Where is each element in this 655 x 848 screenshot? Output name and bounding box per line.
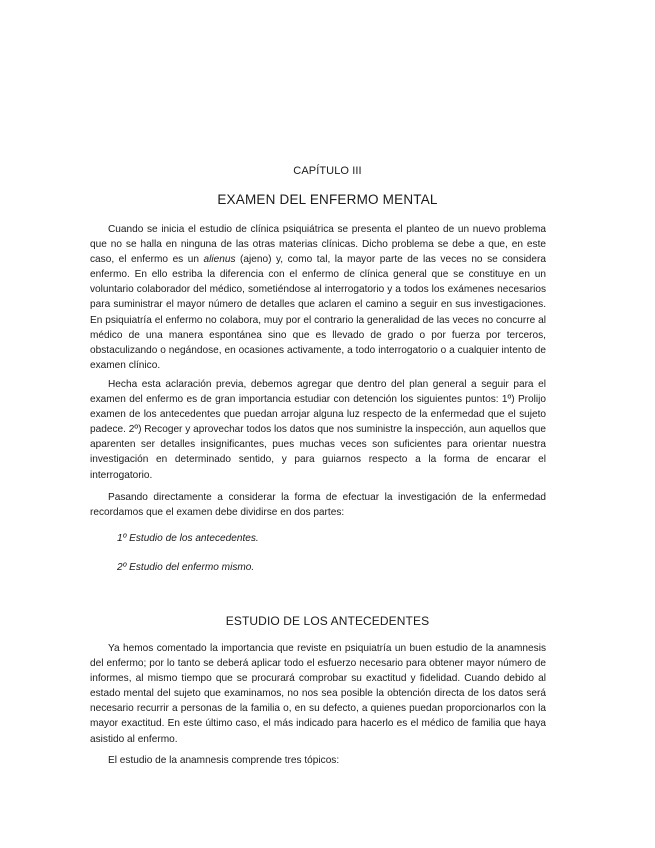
list-item-patient-study: 2º Estudio del enfermo mismo. (117, 562, 255, 573)
paragraph-intro (90, 222, 546, 373)
paragraph-anamnesis-importance: Ya hemos comentado la importancia que reviste en psiquiatría un buen estudio de la anamnesis del enfermo; por lo tanto se deberá aplicar todo el esfuerzo necesario para obtener mayor número de informes, al mismo tiempo que se procurará comprobar su exactitud y fidelidad. Cuando debido al estado mental del sujeto que examinamos, no nos sea posible la obtención directa de los datos será necesario recurrir a personas de la familia o, en su defecto, a quienes puedan proporcionarlos con la mayor exactitud. En este último caso, el más indicado para hacerlo es el médico de familia que haya asistido al enfermo. (90, 643, 546, 745)
paragraph-anamnesis-topics: El estudio de la anamnesis comprende tres tópicos: (108, 755, 340, 766)
chapter-title: EXAMEN DEL ENFERMO MENTAL (217, 192, 438, 207)
italic-term-alienus: alienus (203, 254, 236, 266)
paragraph-intro-text-b: (ajeno) y, como tal, la mayor parte de las veces no se considera enfermo. En ello estriba la diferencia con el enfermo de clínica general que se constituye en un voluntario colaborador del médico, sometiéndose al interrogatorio y a todos los exámenes necesarios para suministrar el mayor número de detalles que aclaren el camino a seguir en sus investigaciones. En psiquiatría el enfermo no colabora, muy por el contrario la generalidad de las veces no concurre al médico de una manera espontánea sino que es llevado de grado o por fuerza por terceros, obstaculizando o negándose, en ocasiones activamente, a todo interrogatorio o a cualquier intento de examen clínico. (90, 254, 547, 371)
paragraph-intro-text-a: Cuando se inicia el estudio de clínica psiquiátrica se presenta el planteo de un nuevo problema que no se halla en ninguna de las otras materias clínicas. Dicho problema se debe a que, en este caso, el enfermo es un (90, 224, 546, 266)
list-item-antecedents: 1º Estudio de los antecedentes. (117, 533, 259, 544)
chapter-heading: CAPÍTULO III (293, 165, 362, 177)
paragraph-clarification: Hecha esta aclaración previa, debemos agregar que dentro del plan general a seguir para el examen del enfermo es de gran importancia estudiar con detención los siguientes puntos: 1º) Prolijo examen de los antecedentes que puedan arrojar alguna luz respecto de la enfermedad que el sujeto padece. 2º) Recoger y aprovechar todos los datos que nos suministre la inspección, aun aquellos que aparenten ser detalles insignificantes, pues muchas veces son suficientes para orientar nuestra investigación en determinado sentido, y para guiarnos respecto a la forma de encarar el interrogatorio. (90, 379, 546, 481)
section-title-antecedents: ESTUDIO DE LOS ANTECEDENTES (225, 614, 430, 628)
paragraph-examination-parts: Pasando directamente a considerar la forma de efectuar la investigación de la enfermedad recordamos que el examen debe dividirse en dos partes: (90, 492, 546, 519)
